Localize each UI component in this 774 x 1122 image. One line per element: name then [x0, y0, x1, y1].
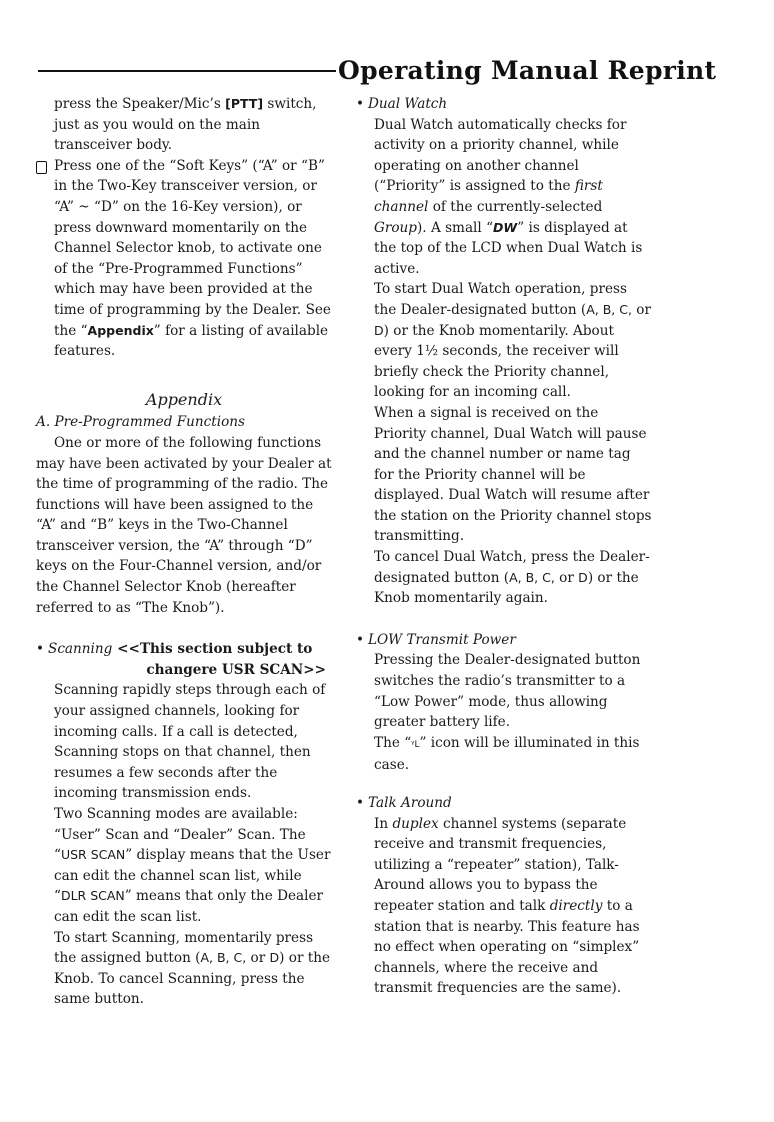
dual-watch-paragraph-1: Dual Watch automatically checks for activity on a priority channel, while operating on another channel (“Priority” is assigned to the first channel of the currently-selected Group). A small “DW” is displayed at the top of the LCD when Dual Watch is active. [374, 116, 643, 277]
low-power-heading: • LOW Transmit Power [356, 630, 652, 651]
dw-indicator: DW [493, 219, 518, 235]
dual-watch-paragraph-3: When a signal is received on the Priority channel, Dual Watch will pause and the channel number or name tag for the Priority channel will be displayed. Dual Watch will resume after the station on the Priority channel stops transmitting. [374, 404, 652, 545]
scanning-paragraph-1: Scanning rapidly steps through each of your assigned channels, looking for incoming calls. If a call is detected, Scanning stops on that channel, then resumes a few seconds after the incoming transmission ends. [54, 682, 326, 802]
appendix-ref: Appendix [87, 322, 154, 338]
page-title: Operating Manual Reprint [338, 56, 717, 85]
header-rule [38, 70, 336, 72]
low-power-paragraph-2: The “ᵞL” icon will be illuminated in this case. [374, 734, 640, 774]
scanning-heading: • Scanning <<This section subject to [36, 639, 332, 660]
low-power-paragraph-1: Pressing the Dealer-designated button switches the radio’s transmitter to a “Low Power” mode, thus allowing greater battery life. [374, 652, 641, 731]
right-column [356, 94, 652, 999]
dual-watch-heading: • Dual Watch [356, 94, 652, 115]
checkbox-item: Press one of the “Soft Keys” (“A” or “B” in the Two-Key transceiver version, or “A” ~ “D” on the 16-Key version), or press downward momentarily on the Channel Selector knob, to activate one of the “Pre-Programmed Functions” which may have been provided at the time of programming by the Dealer. See the “Appendix” for a listing of available features. [36, 156, 332, 362]
checkbox-icon [36, 161, 47, 174]
ptt-key: [PTT] [225, 96, 264, 111]
talk-around-heading: • Talk Around [356, 793, 652, 814]
low-power-icon: ᵞL [411, 739, 420, 750]
continued-paragraph: press the Speaker/Mic’s [PTT] switch, just as you would on the main transceiver body. [54, 96, 317, 154]
scanning-paragraph-3: To start Scanning, momentarily press the assigned button (A, B, C, or D) or the Knob. To cancel Scanning, press the same button. [54, 929, 331, 1008]
scanning-paragraph-2: Two Scanning modes are available: “User” Scan and “Dealer” Scan. The “USR SCAN” display means that the User can edit the channel scan list, while “DLR SCAN” means that only the Dealer can edit the scan list. [54, 806, 331, 925]
dual-watch-paragraph-4: To cancel Dual Watch, press the Dealer-designated button (A, B, C, or D) or the Knob momentarily again. [374, 549, 650, 607]
section-heading: A. Pre-Programmed Functions [36, 414, 246, 431]
intro-paragraph: One or more of the following functions may have been activated by your Dealer at the time of programming of the radio. The functions will have been assigned to the “A” and “B” keys in the Two-Channel transceiver version, the “A” through “D” keys on the Four-Channel version, and/or the Channel Selector Knob (hereafter referred to as “The Knob”). [36, 434, 332, 616]
left-column [36, 94, 332, 1010]
appendix-heading: Appendix [145, 389, 223, 409]
talk-around-paragraph: In duplex channel systems (separate receive and transmit frequencies, utilizing a “repeater” station), Talk-Around allows you to bypass the repeater station and talk directly to a station that is nearby. This feature has no effect when operating on “simplex” channels, where the receive and transmit frequencies are the same). [374, 815, 640, 997]
dual-watch-paragraph-2: To start Dual Watch operation, press the Dealer-designated button (A, B, C, or D) or the Knob momentarily. About every 1½ seconds, the receiver will briefly check the Priority channel, looking for an incoming call. [374, 281, 651, 401]
scanning-note: changere USR SCAN>> [146, 661, 326, 678]
